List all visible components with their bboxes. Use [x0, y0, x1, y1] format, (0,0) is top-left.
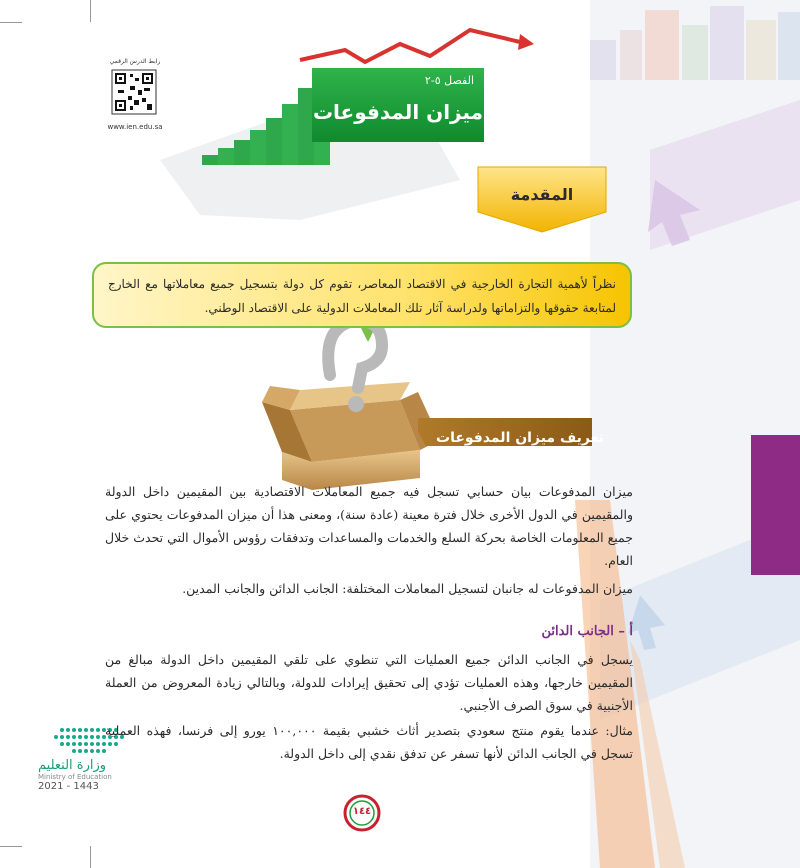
chapter-number: الفصل ٥-٢: [424, 74, 474, 87]
chapter-title: ميزان المدفوعات: [312, 100, 484, 124]
ministry-name-ar: وزارة التعليم: [38, 758, 107, 773]
edition-year: 2021 - 1443: [38, 781, 99, 792]
qr-url: www.ien.edu.sa: [107, 123, 163, 131]
qr-caption: رابط الدرس الرقمي: [109, 58, 161, 65]
intro-tab-label: المقدمة: [510, 185, 574, 204]
definition-paragraph-2: ميزان المدفوعات له جانبان لتسجيل المعاملات المختلفة: الجانب الدائن والجانب المدين.: [182, 581, 633, 596]
side-tab: [751, 435, 800, 575]
page-number-text: ١٤٤: [352, 806, 372, 817]
red-trend-line: [300, 30, 520, 62]
page-number: [345, 796, 379, 830]
qr-code-block: [100, 58, 170, 140]
definition-paragraph-1: ميزان المدفوعات بيان حسابي تسجل فيه جميع المعاملات الاقتصادية بين المقيمين داخل الدولة والمقيمين في الدول الأخرى خلال فترة معينة (عادة سنة)، ومعنى هذا أن ميزان المدفوعات يحتوي على جميع المعلومات الخاصة بحركة السلع والخدمات والمساعدات وتدفقات رؤوس الأموال التي تحدث خلال العام.: [105, 484, 633, 568]
ministry-logo: [38, 722, 148, 792]
creditor-side-paragraph: يسجل في الجانب الدائن جميع العمليات التي تنطوي على تلقي المقيمين داخل الدولة مبالغ من المقيمين خارجها، وهذه العمليات تؤدي إلى تحقيق إيرادات للدولة، وبالتالي زيادة المعروض من العملة الأجنبية في سوق الصرف الأجنبي.: [105, 652, 633, 713]
creditor-side-heading: أ – الجانب الدائن: [541, 624, 633, 639]
intro-tab: [478, 167, 606, 229]
definition-title: تعريف ميزان المدفوعات: [436, 430, 604, 446]
chapter-banner: [312, 68, 484, 142]
ministry-name-en: Ministry of Education: [38, 773, 112, 781]
intro-callout: نظراً لأهمية التجارة الخارجية في الاقتصاد المعاصر، تقوم كل دولة بتسجيل جميع معاملاتها مع الخارج لمتابعة حقوقها والتزاماتها ولدراسة آثار تلك المعاملات الدولية على الاقتصاد الوطني.: [92, 262, 632, 328]
creditor-side-example: مثال: عندما يقوم منتج سعودي بتصدير أثاث خشبي بقيمة ١٠٠,٠٠٠ يورو إلى فرنسا، فهذه العملية تسجل في الجانب الدائن لأنها تسفر عن تدفق نقدي إلى داخل الدولة.: [105, 723, 633, 761]
question-box-illustration: [262, 321, 440, 490]
